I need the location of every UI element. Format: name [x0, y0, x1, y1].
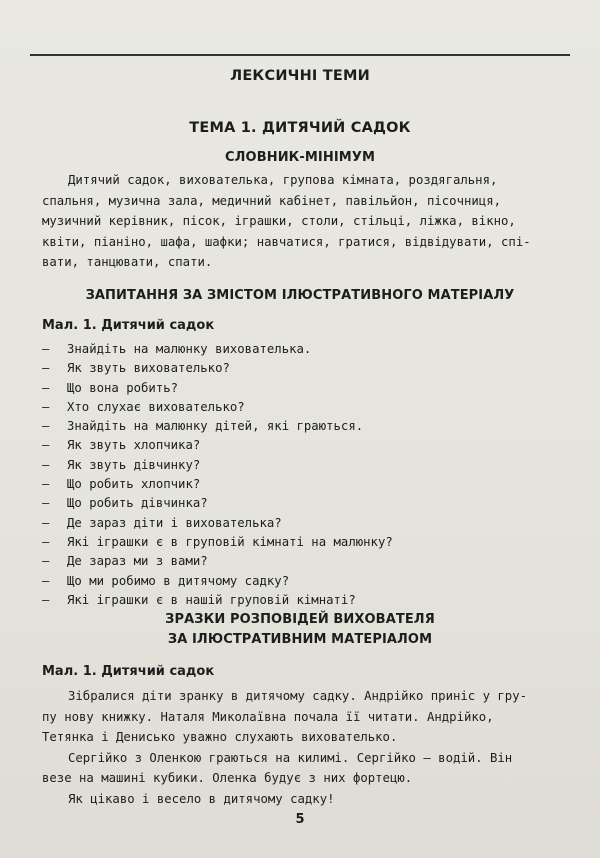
vocab-line: музичний керівник, пісок, іграшки, столи, стільці, ліжка, вікно, — [42, 214, 516, 228]
figure-label: Мал. 1. Дитячий садок — [42, 664, 215, 679]
questions-list — [42, 340, 393, 610]
top-rule — [30, 54, 570, 56]
story-line: Як цікаво і весело в дитячому садку! — [68, 791, 335, 806]
list-item: — Що робить хлопчик? — [42, 477, 201, 492]
samples-title-line-2: ЗА ІЛЮСТРАТИВНИМ МАТЕРІАЛОМ — [167, 632, 433, 647]
story-line: пу нову книжку. Наталя Миколаївна почала її читати. Андрійко, — [42, 709, 494, 724]
list-item: — Де зараз ми з вами? — [42, 554, 208, 569]
page-number: 5 — [295, 812, 305, 827]
vocab-line: Дитячий садок, вихователька, групова кімната, роздягальня, — [68, 173, 498, 187]
list-item: — Як звуть хлопчика? — [42, 438, 201, 453]
list-item: — Що вона робить? — [42, 380, 179, 395]
story-line: Тетянка і Денисько уважно слухають вихователько. — [42, 730, 398, 744]
list-item: — Хто слухає вихователько? — [42, 399, 245, 414]
vocab-line: квіти, піаніно, шафа, шафки; навчатися, гратися, відвідувати, спі- — [42, 234, 531, 249]
vocab-title: СЛОВНИК-МІНІМУМ — [225, 150, 375, 165]
list-item: — Що робить дівчинка? — [42, 496, 208, 511]
list-item: — Як звуть дівчинку? — [42, 457, 201, 472]
vocab-line: вати, танцювати, спати. — [42, 255, 213, 269]
story-line: Зібралися діти зранку в дитячому садку. Андрійко приніс у гру- — [68, 689, 528, 703]
vocab-paragraph — [42, 170, 548, 273]
list-item: — Знайдіть на малюнку вихователька. — [42, 342, 312, 356]
section-title: ЛЕКСИЧНІ ТЕМИ — [230, 68, 370, 84]
story-paragraph — [42, 686, 562, 809]
figure-label: Мал. 1. Дитячий садок — [42, 318, 215, 333]
questions-title: ЗАПИТАННЯ ЗА ЗМІСТОМ ІЛЮСТРАТИВНОГО МАТЕРІАЛУ — [85, 288, 515, 303]
list-item: — Що ми робимо в дитячому садку? — [42, 573, 290, 588]
topic-title: ТЕМА 1. ДИТЯЧИЙ САДОК — [189, 120, 411, 136]
story-line: Сергійко з Оленкою граються на килимі. Сергійко — водій. Він — [68, 750, 513, 765]
vocab-line: спальня, музична зала, медичний кабінет, павільйон, пісочниця, — [42, 193, 502, 208]
list-item: — Які іграшки є в нашій груповій кімнаті? — [42, 592, 356, 607]
samples-title-line-1: ЗРАЗКИ РОЗПОВІДЕЙ ВИХОВАТЕЛЯ — [165, 612, 435, 627]
story-line: везе на машині кубики. Оленка будує з них фортецю. — [42, 771, 413, 785]
list-item: — Де зараз діти і вихователька? — [42, 515, 282, 530]
list-item: — Як звуть вихователько? — [42, 361, 230, 376]
list-item: — Які іграшки є в груповій кімнаті на малюнку? — [42, 534, 393, 549]
list-item: — Знайдіть на малюнку дітей, які граються. — [42, 419, 364, 434]
